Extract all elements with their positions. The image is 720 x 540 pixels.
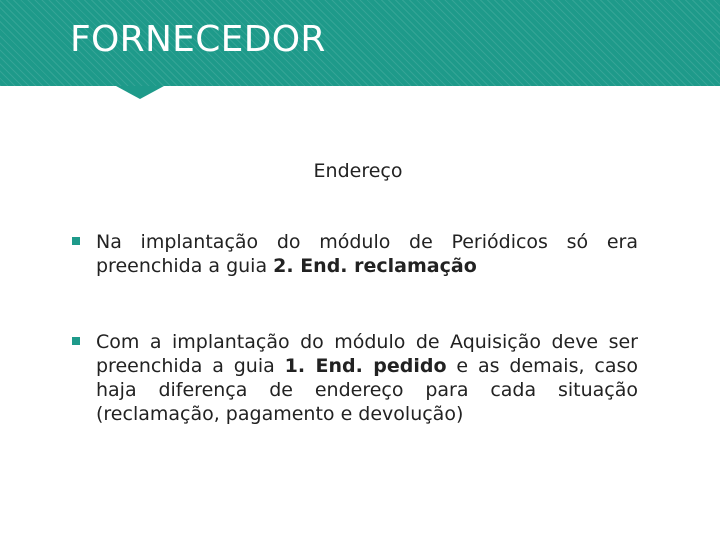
slide-title: FORNECEDOR (70, 19, 326, 60)
header-banner (0, 0, 720, 86)
square-bullet-icon (72, 237, 80, 245)
bullet-text-bold: 1. End. pedido (284, 355, 447, 377)
bullet-text-pre: Com a implantação do módulo de Aquisição deve ser preenchida a guia (96, 331, 638, 377)
slide-subtitle: Endereço (313, 160, 403, 182)
bullet-item (72, 330, 638, 426)
bullet-text (96, 331, 638, 425)
bullet-item (72, 230, 638, 278)
bullet-text-bold: 2. End. reclamação (273, 255, 477, 277)
bullet-text-pre: Na implantação do módulo de Periódicos só era preenchida a guia (96, 231, 638, 277)
square-bullet-icon (72, 337, 80, 345)
header-notch (116, 86, 164, 99)
bullet-text-post: e as demais, caso haja diferença de endereço para cada situação (reclamação, pagamento e devolução) (96, 355, 639, 425)
bullet-list (72, 230, 638, 478)
bullet-text (96, 231, 638, 277)
